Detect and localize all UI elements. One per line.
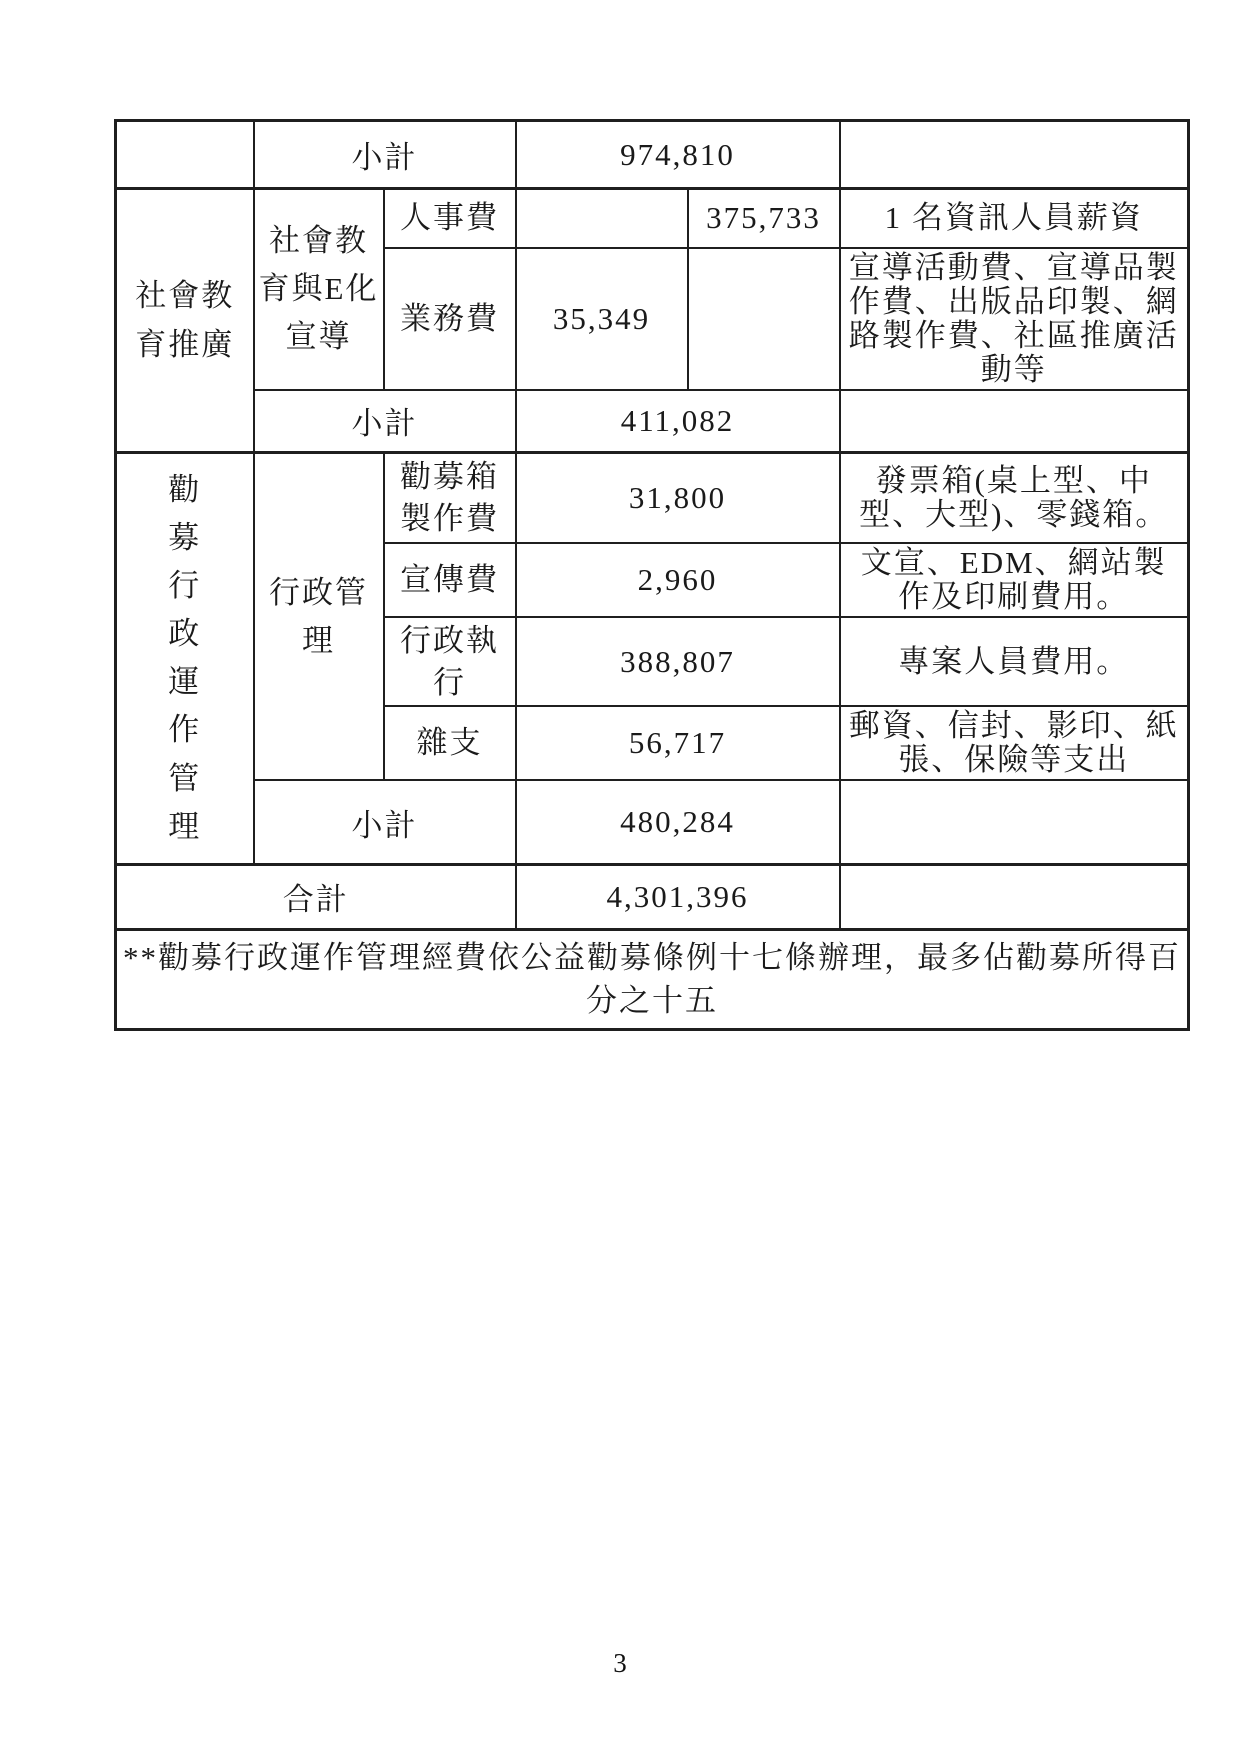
row-footnote (116, 929, 1189, 1029)
amount-value: 56,717 (516, 706, 840, 780)
item-description: 文宣、EDM、網站製作及印刷費用。 (840, 543, 1189, 617)
item-description: 郵資、信封、影印、紙張、保險等支出 (840, 706, 1189, 780)
prev-subtotal-value: 974,810 (516, 121, 840, 189)
amount-value: 388,807 (516, 617, 840, 707)
item-description: 發票箱(桌上型、中型、大型)、零錢箱。 (840, 453, 1189, 543)
subcategory-label: 社會教育與E化宣導 (258, 223, 379, 355)
row-fundraising-admin-subtotal (116, 780, 1189, 864)
item-description: 宣導活動費、宣導品製作費、出版品印製、網路製作費、社區推廣活動等 (840, 248, 1189, 390)
subcategory-admin-management (254, 453, 384, 781)
amount-value: 31,800 (516, 453, 840, 543)
category-fundraising-admin (116, 453, 254, 865)
subcategory-e-promotion (254, 189, 384, 390)
row-social-education-subtotal (116, 390, 1189, 453)
item-label (384, 453, 516, 543)
item-description: 專案人員費用。 (840, 617, 1189, 707)
empty-category-cell (116, 121, 254, 189)
item-label-text: 勸募箱製作費 (400, 459, 499, 536)
subtotal-value: 480,284 (516, 780, 840, 864)
subtotal-value: 411,082 (516, 390, 840, 453)
total-value: 4,301,396 (516, 864, 840, 929)
item-label: 雜支 (384, 706, 516, 780)
subtotal-label: 小計 (254, 390, 516, 453)
row-donation-box-fee (116, 453, 1189, 543)
page-number: 3 (613, 1648, 627, 1678)
item-label: 行政執行 (384, 617, 516, 707)
empty-desc-cell (840, 864, 1189, 929)
row-personnel-fee (116, 189, 1189, 248)
empty-amount-cell (516, 189, 688, 248)
item-label: 宣傳費 (384, 543, 516, 617)
category-label: 社會教育推廣 (135, 278, 235, 362)
subtotal-label: 小計 (254, 780, 516, 864)
table-footnote: **勸募行政運作管理經費依公益勸募條例十七條辦理，最多佔勸募所得百分之十五 (116, 929, 1189, 1029)
item-description: 1 名資訊人員薪資 (840, 189, 1189, 248)
amount-value: 35,349 (516, 248, 688, 390)
empty-desc-cell (840, 390, 1189, 453)
subcategory-label: 行政管理 (269, 574, 368, 658)
empty-amount-cell (688, 248, 840, 390)
item-label: 業務費 (384, 248, 516, 390)
subtotal-label: 小計 (254, 121, 516, 189)
item-label: 人事費 (384, 189, 516, 248)
row-grand-total (116, 864, 1189, 929)
empty-desc-cell (840, 780, 1189, 864)
category-social-education (116, 189, 254, 453)
row-prev-subtotal (116, 121, 1189, 189)
amount-value: 2,960 (516, 543, 840, 617)
empty-desc-cell (840, 121, 1189, 189)
amount-value: 375,733 (688, 189, 840, 248)
category-label: 勸募行政運作管理 (168, 472, 202, 844)
total-label: 合計 (116, 864, 516, 929)
budget-table (114, 119, 1190, 1031)
